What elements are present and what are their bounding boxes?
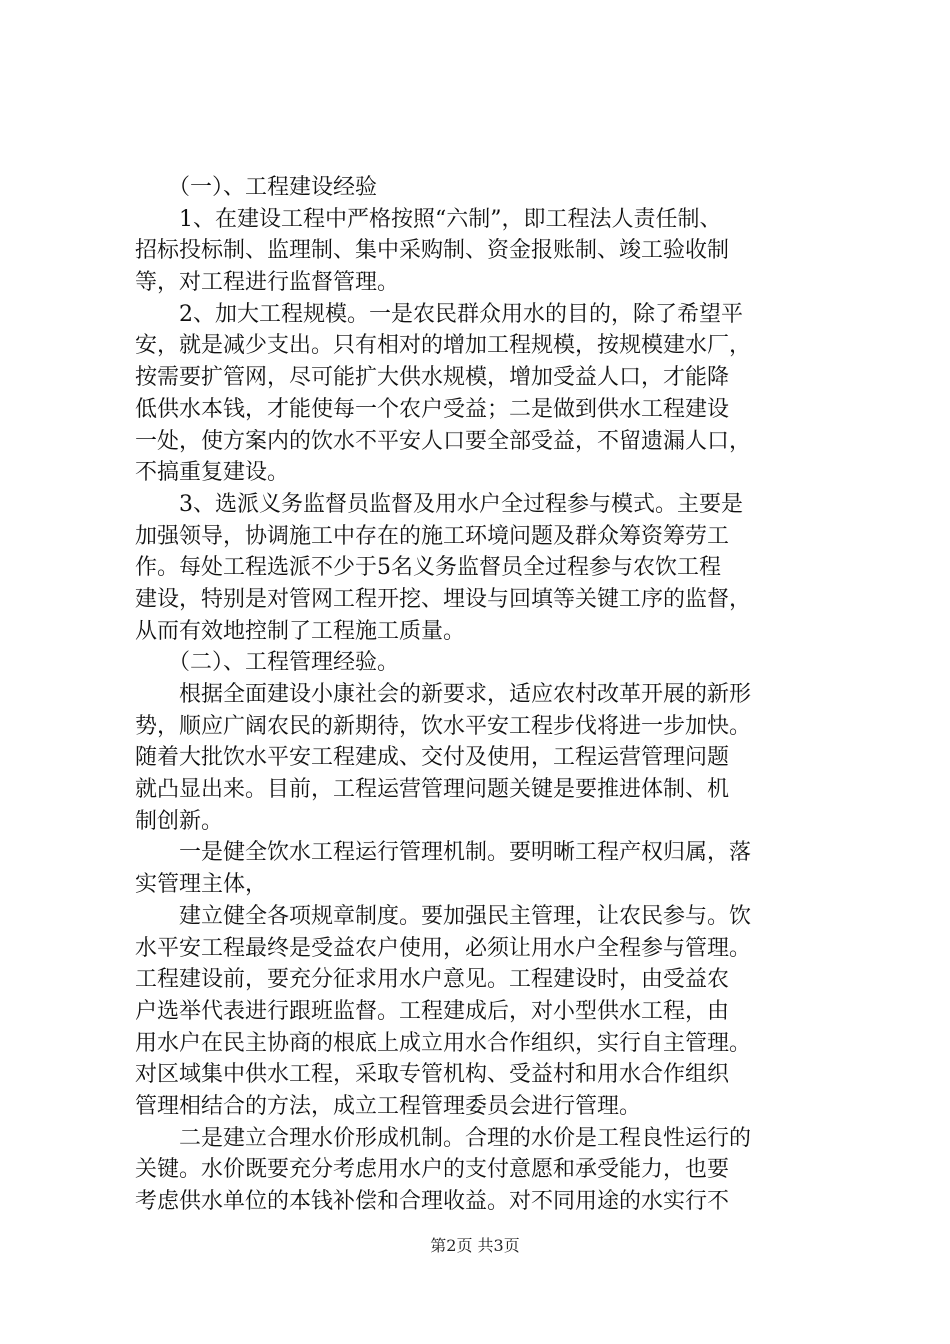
text-line: 2、加大工程规模。一是农民群众用水的目的，除了希望平	[135, 301, 743, 327]
text-line: 3、选派义务监督员监督及用水户全过程参与模式。主要是	[135, 491, 743, 517]
text-line: 按需要扩管网，尽可能扩大供水规模，增加受益人口，才能降	[135, 365, 730, 391]
text-line: （一）、工程建设经验	[135, 175, 378, 200]
text-line: 用水户在民主协商的根底上成立用水合作组织，实行自主管理。	[135, 1030, 752, 1056]
text-line: 二是建立合理水价形成机制。合理的水价是工程良性运行的	[135, 1125, 752, 1151]
text-line: 不搞重复建设。	[135, 460, 290, 486]
text-line: 建立健全各项规章制度。要加强民主管理，让农民参与。饮	[135, 903, 752, 929]
text-line: 一是健全饮水工程运行管理机制。要明晰工程产权归属，落	[135, 840, 752, 866]
text-line: 工程建设前，要充分征求用水户意见。工程建设时，由受益农	[135, 967, 730, 993]
text-line: 作。每处工程选派不少于5名义务监督员全过程参与农饮工程	[135, 555, 721, 581]
text-line: 安，就是减少支出。只有相对的增加工程规模，按规模建水厂，	[135, 333, 752, 359]
page-footer: 第2页 共3页	[430, 1236, 520, 1255]
text-line: 户选举代表进行跟班监督。工程建成后，对小型供水工程，由	[135, 998, 730, 1024]
text-line: （二）、工程管理经验。	[135, 650, 400, 676]
text-line: 加强领导，协调施工中存在的施工环境问题及群众筹资筹劳工	[135, 523, 730, 549]
text-line: 1、在建设工程中严格按照“六制”，即工程法人责任制、	[135, 206, 722, 232]
text-line: 随着大批饮水平安工程建成、交付及使用，工程运营管理问题	[135, 745, 730, 771]
text-line: 建设，特别是对管网工程开挖、埋设与回填等关键工序的监督，	[135, 586, 752, 612]
text-line: 对区域集中供水工程，采取专管机构、受益村和用水合作组织	[135, 1062, 730, 1088]
text-line: 招标投标制、监理制、集中采购制、资金报账制、竣工验收制	[135, 238, 730, 264]
document-body	[135, 172, 835, 1218]
text-line: 管理相结合的方法，成立工程管理委员会进行管理。	[135, 1093, 642, 1119]
text-line: 水平安工程最终是受益农户使用，必须让用水户全程参与管理。	[135, 935, 752, 961]
text-line: 低供水本钱，才能使每一个农户受益；二是做到供水工程建设	[135, 396, 730, 422]
text-line: 势，顺应广阔农民的新期待，饮水平安工程步伐将进一步加快。	[135, 713, 752, 739]
text-line: 关键。水价既要充分考虑用水户的支付意愿和承受能力，也要	[135, 1157, 730, 1183]
text-line: 制创新。	[135, 808, 224, 834]
text-line: 从而有效地控制了工程施工质量。	[135, 618, 466, 644]
text-line: 就凸显出来。目前，工程运营管理问题关键是要推进体制、机	[135, 777, 730, 803]
text-line: 根据全面建设小康社会的新要求，适应农村改革开展的新形	[135, 682, 752, 707]
text-line: 实管理主体，	[135, 872, 268, 898]
text-line: 考虑供水单位的本钱补偿和合理收益。对不同用途的水实行不	[135, 1189, 730, 1214]
text-line: 等，对工程进行监督管理。	[135, 270, 400, 296]
text-line: 一处，使方案内的饮水不平安人口要全部受益，不留遗漏人口，	[135, 428, 752, 454]
